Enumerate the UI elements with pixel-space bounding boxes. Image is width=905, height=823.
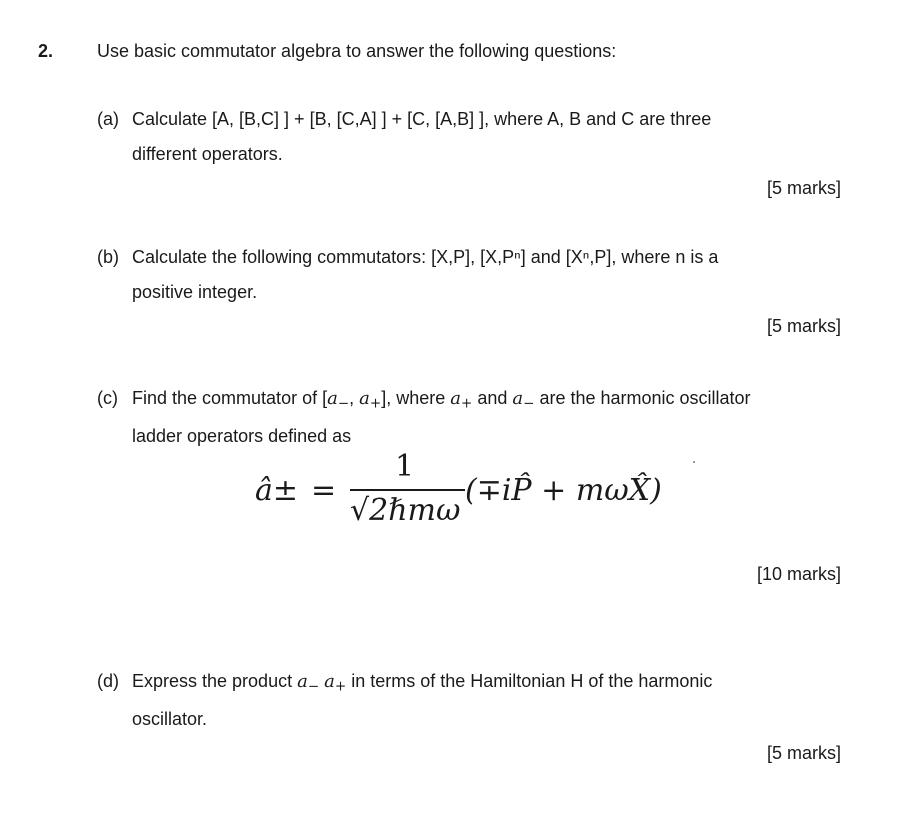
ladder-operator-formula xyxy=(255,449,705,532)
part-a-line2: different operators. xyxy=(132,144,283,164)
part-d-label: (d) xyxy=(97,671,119,691)
part-d-line2: oscillator. xyxy=(132,709,208,729)
part-d-marks: [5 marks] xyxy=(766,743,841,763)
stray-mark xyxy=(693,461,695,463)
part-c-text-3: and xyxy=(477,388,508,408)
formula-numerator: 1 xyxy=(395,449,415,484)
part-c-label: (c) xyxy=(97,388,118,408)
a-plus-symbol-3: $a_+$ xyxy=(324,671,347,695)
a-minus-symbol: $a_-$ xyxy=(327,388,350,412)
formula-rhs: (∓iP̂ + mωX̂) xyxy=(465,473,662,508)
part-c-marks: [10 marks] xyxy=(756,564,841,584)
part-a-line1: Calculate [A, [B,C] ] + [B, [C,A] ] + [C, [A,B] ], where A, B and C are three xyxy=(132,109,712,129)
formula-lhs: â± xyxy=(255,473,299,508)
fraction-bar xyxy=(350,489,465,491)
part-b-marks: [5 marks] xyxy=(766,316,841,336)
a-minus-symbol-3: $a_-$ xyxy=(297,671,320,695)
formula-equals: = xyxy=(311,473,337,508)
a-plus-symbol-2: $a_+$ xyxy=(450,388,473,412)
part-c-text-1: Find the commutator of [ xyxy=(132,388,328,408)
part-d-text-1: Express the product xyxy=(132,671,293,691)
part-a-label: (a) xyxy=(97,109,119,129)
formula-denominator: √2ℏmω xyxy=(350,493,461,528)
part-b-line1: Calculate the following commutators: [X,P], [X,Pⁿ] and [Xⁿ,P], where n is a xyxy=(132,247,719,267)
a-plus-symbol: $a_+$ xyxy=(359,388,382,412)
part-d-line1 xyxy=(132,672,712,694)
part-c-line2: ladder operators defined as xyxy=(132,426,352,446)
part-c-text-4: are the harmonic oscillator xyxy=(539,388,751,408)
question-number: 2. xyxy=(38,41,54,61)
part-a-marks: [5 marks] xyxy=(766,178,841,198)
question-intro: Use basic commutator algebra to answer the following questions: xyxy=(97,41,617,61)
part-b-line2: positive integer. xyxy=(132,282,258,302)
a-minus-symbol-2: $a_-$ xyxy=(512,388,535,412)
part-c-line1: Find the commutator of [$a_-$, $a_+$], where $a_+$ and $a_-$ are the harmonic oscillator xyxy=(132,388,751,412)
part-b-label: (b) xyxy=(97,247,119,267)
part-d-text-2: in terms of the Hamiltonian H of the harmonic xyxy=(351,671,713,691)
part-c-text-2: ], where xyxy=(381,388,446,408)
